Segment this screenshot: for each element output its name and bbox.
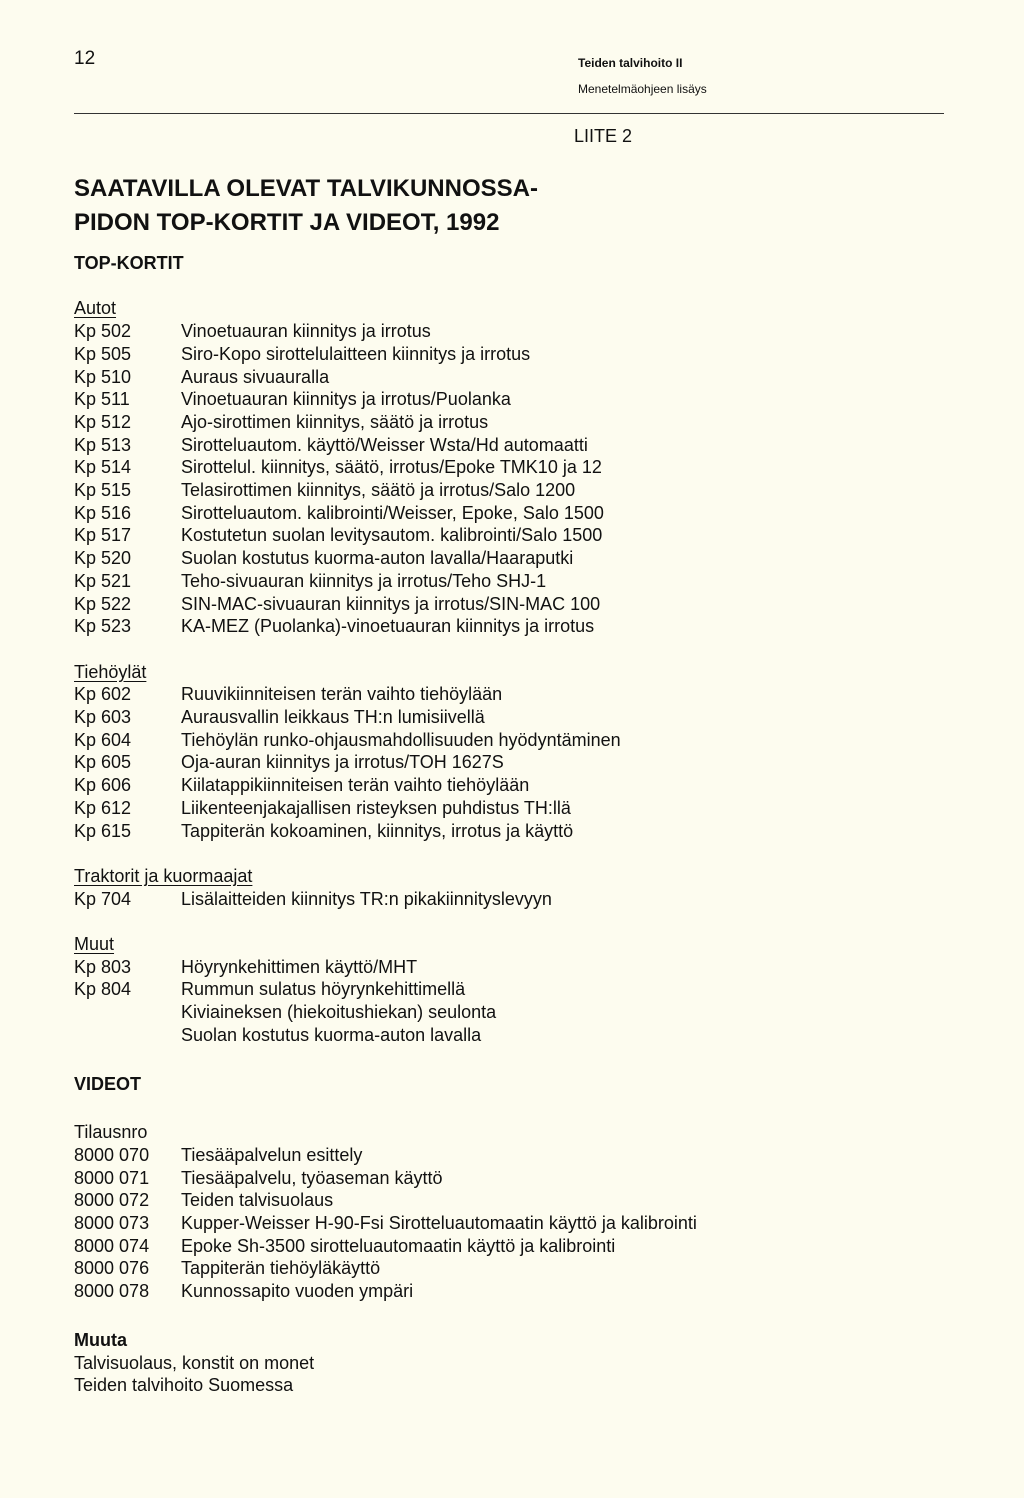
section-heading-muuta: Muuta [74,1329,127,1350]
video-title: Kupper-Weisser H-90-Fsi Sirotteluautomaatin käyttö ja kalibrointi [181,1213,697,1234]
list-item [74,888,954,911]
list-item [74,366,954,389]
list-item [74,978,954,1001]
card-code: Kp 612 [74,797,132,818]
group-muut [74,933,954,1047]
card-code: Kp 511 [74,389,130,410]
order-number: 8000 074 [74,1235,150,1256]
list-item [74,797,954,820]
other-section [74,1329,954,1397]
card-code: Kp 604 [74,729,132,750]
card-code: Kp 521 [74,570,132,591]
group-heading: Tiehöylät [74,661,147,682]
card-title: Kiilatappikiinniteisen terän vaihto tiehöylään [181,775,530,796]
order-number: 8000 072 [74,1190,150,1211]
video-title: Tiesääpalvelun esittely [181,1144,363,1165]
card-title: Kostutetun suolan levitysautom. kalibrointi/Salo 1500 [181,525,603,546]
section-heading-top-kortit: TOP-KORTIT [74,253,184,273]
card-title: Kiviaineksen (hiekoitushiekan) seulonta [181,1002,497,1023]
list-item [74,615,954,638]
list-item [74,1167,954,1190]
group-autot [74,297,954,638]
group-heading: Autot [74,298,117,319]
title-line: PIDON TOP-KORTIT JA VIDEOT, 1992 [74,209,500,236]
list-item: Teiden talvihoito Suomessa [74,1375,294,1396]
video-title: Epoke Sh-3500 sirotteluautomaatin käyttö ja kalibrointi [181,1235,616,1256]
card-code: Kp 512 [74,411,132,432]
card-title: Oja-auran kiinnitys ja irrotus/TOH 1627S [181,752,504,773]
list-item [74,774,954,797]
card-code: Kp 516 [74,502,132,523]
column-label: Tilausnro [74,1122,148,1143]
list-item [74,683,954,706]
card-title: Siro-Kopo sirottelulaitteen kiinnitys ja irrotus [181,343,531,364]
video-title: Tiesääpalvelu, työaseman käyttö [181,1167,443,1188]
card-title: Tiehöylän runko-ohjausmahdollisuuden hyödyntäminen [181,729,621,750]
card-code: Kp 522 [74,593,132,614]
list-item [74,434,954,457]
card-code: Kp 515 [74,480,132,501]
publication-series: Teiden talvihoito II [578,56,683,70]
video-title: Teiden talvisuolaus [181,1190,334,1211]
card-title: KA-MEZ (Puolanka)-vinoetuauran kiinnitys ja irrotus [181,616,595,637]
list-item [74,570,954,593]
group-tiehoylat [74,661,954,843]
document-title [74,172,538,240]
list-item: Talvisuolaus, konstit on monet [74,1352,315,1373]
section-heading-videot: VIDEOT [74,1073,142,1094]
card-title: Teho-sivuauran kiinnitys ja irrotus/Teho SHJ-1 [181,570,547,591]
list-item [74,1024,954,1047]
list-item [74,456,954,479]
list-item [74,1235,954,1258]
list-item [74,1212,954,1235]
card-code: Kp 502 [74,321,132,342]
card-code: Kp 605 [74,752,132,773]
group-heading: Traktorit ja kuormaajat [74,865,253,886]
list-item [74,411,954,434]
card-code: Kp 523 [74,616,132,637]
card-code: Kp 615 [74,820,132,841]
card-title: Auraus sivuauralla [181,366,330,387]
card-title: Suolan kostutus kuorma-auton lavalla [181,1024,482,1045]
order-number: 8000 076 [74,1258,150,1279]
card-title: Ruuvikiinniteisen terän vaihto tiehöylään [181,684,503,705]
list-item [74,547,954,570]
card-title: Vinoetuauran kiinnitys ja irrotus [181,321,431,342]
card-code: Kp 517 [74,525,132,546]
order-number: 8000 078 [74,1281,150,1302]
card-code: Kp 704 [74,888,132,909]
list-item [74,1189,954,1212]
card-title: Liikenteenjakajallisen risteyksen puhdistus TH:llä [181,797,571,818]
list-item [74,524,954,547]
list-item [74,320,954,343]
group-traktorit [74,865,954,910]
card-title: Tappiterän kokoaminen, kiinnitys, irrotus ja käyttö [181,820,574,841]
title-line: SAATAVILLA OLEVAT TALVIKUNNOSSA- [74,175,538,202]
card-code: Kp 602 [74,684,132,705]
list-item [74,1257,954,1280]
card-code: Kp 520 [74,548,132,569]
card-title: Suolan kostutus kuorma-auton lavalla/Haaraputki [181,548,574,569]
card-code [74,1001,181,1024]
list-item [74,820,954,843]
card-code: Kp 606 [74,775,132,796]
list-item [74,1144,954,1167]
list-item [74,706,954,729]
publication-subtitle: Menetelmäohjeen lisäys [578,82,707,96]
card-code: Kp 603 [74,707,132,728]
running-head [578,50,707,102]
card-code: Kp 514 [74,457,132,478]
card-title: Telasirottimen kiinnitys, säätö ja irrotus/Salo 1200 [181,480,576,501]
card-code: Kp 803 [74,956,132,977]
video-title: Tappiterän tiehöyläkäyttö [181,1258,381,1279]
group-heading: Muut [74,934,115,955]
card-title: Sirotteluautom. käyttö/Weisser Wsta/Hd automaatti [181,434,588,455]
list-item [74,479,954,502]
list-item [74,729,954,752]
header-rule [74,113,944,114]
list-item [74,956,954,979]
list-item [74,1001,954,1024]
list-item [74,502,954,525]
card-title: Höyrynkehittimen käyttö/MHT [181,956,418,977]
order-number: 8000 073 [74,1213,150,1234]
card-code: Kp 505 [74,343,132,364]
card-title: Lisälaitteiden kiinnitys TR:n pikakiinnityslevyyn [181,888,552,909]
card-code: Kp 510 [74,366,132,387]
card-title: Vinoetuauran kiinnitys ja irrotus/Puolanka [181,389,511,410]
card-title: SIN-MAC-sivuauran kiinnitys ja irrotus/SIN-MAC 100 [181,593,601,614]
card-title: Rummun sulatus höyrynkehittimellä [181,979,466,1000]
card-code [74,1024,181,1047]
list-item [74,751,954,774]
page-number: 12 [74,48,96,69]
card-title: Ajo-sirottimen kiinnitys, säätö ja irrotus [181,411,489,432]
card-title: Aurausvallin leikkaus TH:n lumisiivellä [181,707,485,728]
order-number: 8000 071 [74,1167,150,1188]
list-item [74,343,954,366]
card-code: Kp 804 [74,979,132,1000]
document-body [74,252,954,1397]
list-item [74,593,954,616]
card-title: Sirotteluautom. kalibrointi/Weisser, Epoke, Salo 1500 [181,502,604,523]
order-number: 8000 070 [74,1144,150,1165]
card-code: Kp 513 [74,434,132,455]
card-title: Sirottelul. kiinnitys, säätö, irrotus/Epoke TMK10 ja 12 [181,457,602,478]
video-list [74,1121,954,1303]
list-item [74,388,954,411]
list-item [74,1280,954,1303]
appendix-label: LIITE 2 [574,126,633,146]
video-title: Kunnossapito vuoden ympäri [181,1281,414,1302]
